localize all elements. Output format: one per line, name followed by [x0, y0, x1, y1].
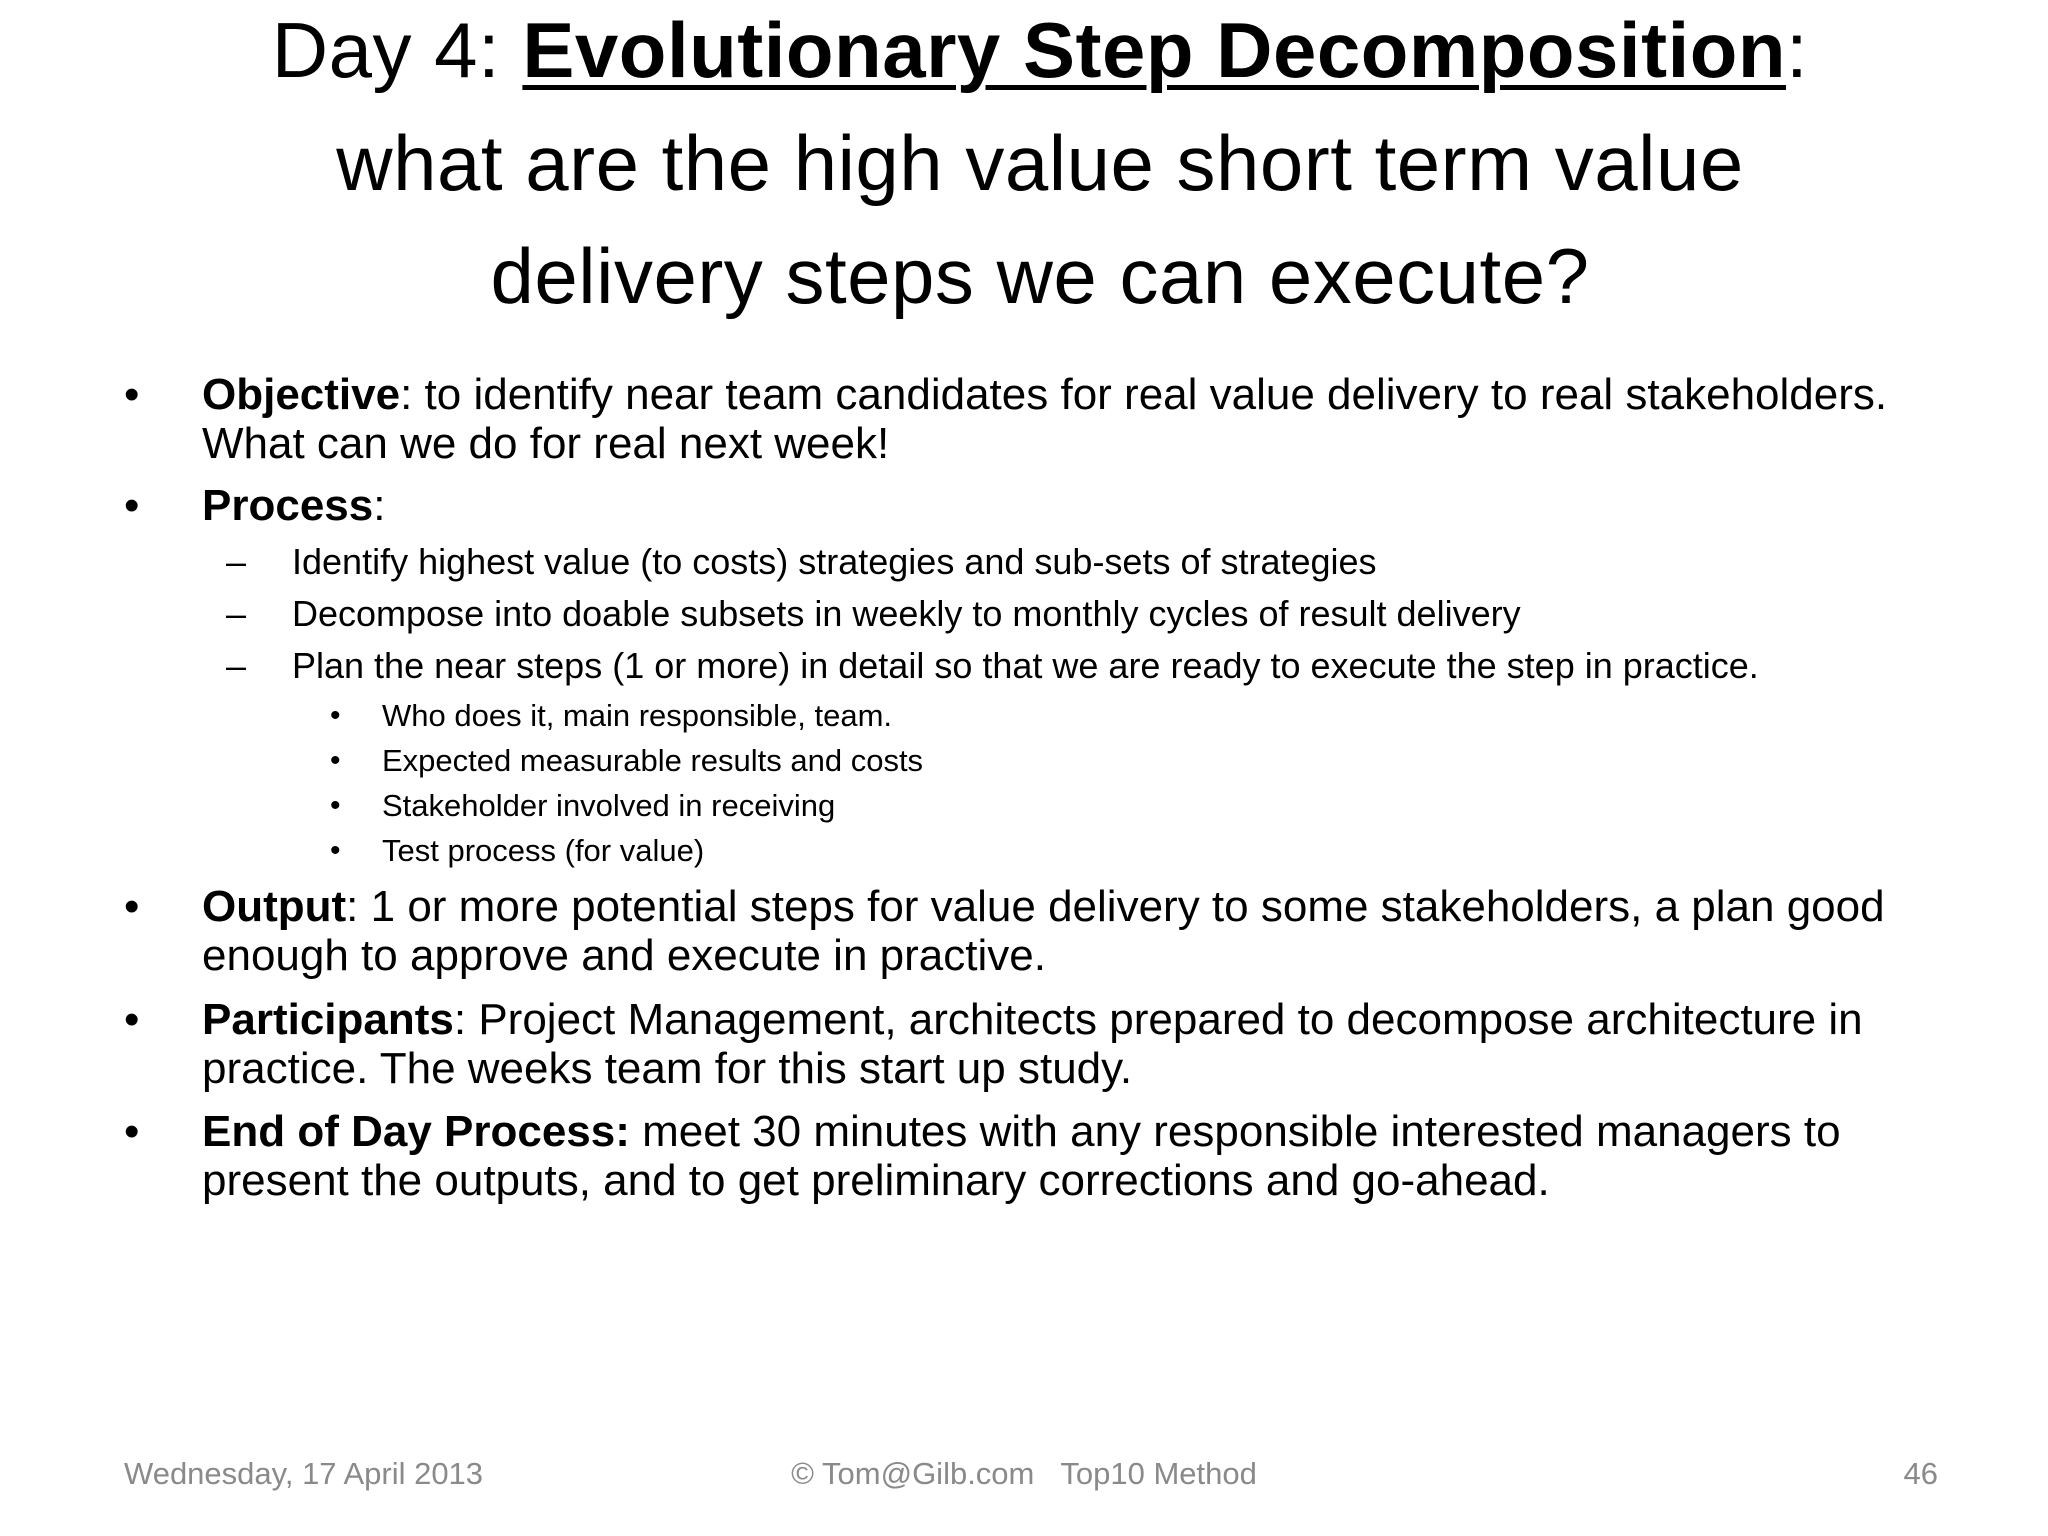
bullet-icon: •	[124, 882, 140, 931]
dash-icon: –	[226, 593, 247, 634]
bullet-icon: •	[124, 1107, 140, 1156]
bullet-icon: •	[330, 834, 341, 867]
sub-item-text: Identify highest value (to costs) strategies and sub-sets of strategies	[292, 541, 1377, 582]
item-text	[202, 370, 1962, 468]
dash-icon: –	[226, 645, 247, 686]
bullet-icon: •	[124, 995, 140, 1044]
bullet-icon: •	[330, 744, 341, 777]
bullet-icon: •	[330, 789, 341, 822]
item-body: :	[373, 481, 386, 530]
item-body: meet 30 minutes with any responsible interested managers to present the outputs, and to get preliminary corrections and go-ahead.	[202, 1107, 1841, 1205]
item-body: : Project Management, architects prepared to decompose architecture in practice. The weeks team for this start up study.	[202, 995, 1863, 1093]
bullet-icon: •	[124, 481, 140, 530]
item-text	[202, 481, 1962, 530]
title-line-2: what are the high value short term value	[336, 119, 1744, 207]
sub-sub-item-text: Test process (for value)	[382, 833, 705, 868]
item-lead: Process	[202, 481, 374, 530]
item-lead: End of Day Process:	[202, 1107, 630, 1156]
sub-sub-item-text: Stakeholder involved in receiving	[382, 788, 836, 823]
item-text	[202, 882, 1962, 980]
footer-method: Top10 Method	[1060, 1456, 1257, 1491]
item-lead: Objective	[202, 370, 401, 419]
footer-date: Wednesday, 17 April 2013	[124, 1456, 484, 1491]
title-prefix: Day 4:	[271, 6, 523, 94]
item-text	[202, 1107, 1962, 1205]
title-line-1	[150, 0, 1930, 107]
item-lead: Participants	[202, 995, 454, 1044]
title-line-3: delivery steps we can execute?	[490, 232, 1590, 320]
bullet-icon: •	[124, 370, 140, 419]
slide-title	[150, 0, 1930, 333]
page-number: 46	[1903, 1456, 1938, 1491]
title-emphasis: Evolutionary Step Decomposition	[522, 6, 1787, 94]
sub-item-text: Decompose into doable subsets in weekly to monthly cycles of result delivery	[292, 593, 1521, 634]
item-body: : 1 or more potential steps for value delivery to some stakeholders, a plan good enough to approve and execute in practive.	[202, 882, 1885, 980]
dash-icon: –	[226, 541, 247, 582]
item-body: : to identify near team candidates for real value delivery to real stakeholders. What can we do for real next week!	[202, 370, 1888, 468]
footer-copyright: © Tom@Gilb.com	[791, 1456, 1035, 1491]
title-suffix: :	[1786, 6, 1809, 94]
sub-sub-item-text: Who does it, main responsible, team.	[382, 698, 893, 733]
bullet-icon: •	[330, 699, 341, 732]
sub-item-text: Plan the near steps (1 or more) in detail so that we are ready to execute the step in practice.	[292, 645, 1759, 686]
item-lead: Output	[202, 882, 347, 931]
footer-center	[0, 1454, 2048, 1494]
item-text	[202, 995, 1962, 1093]
sub-sub-item-text: Expected measurable results and costs	[382, 743, 924, 778]
